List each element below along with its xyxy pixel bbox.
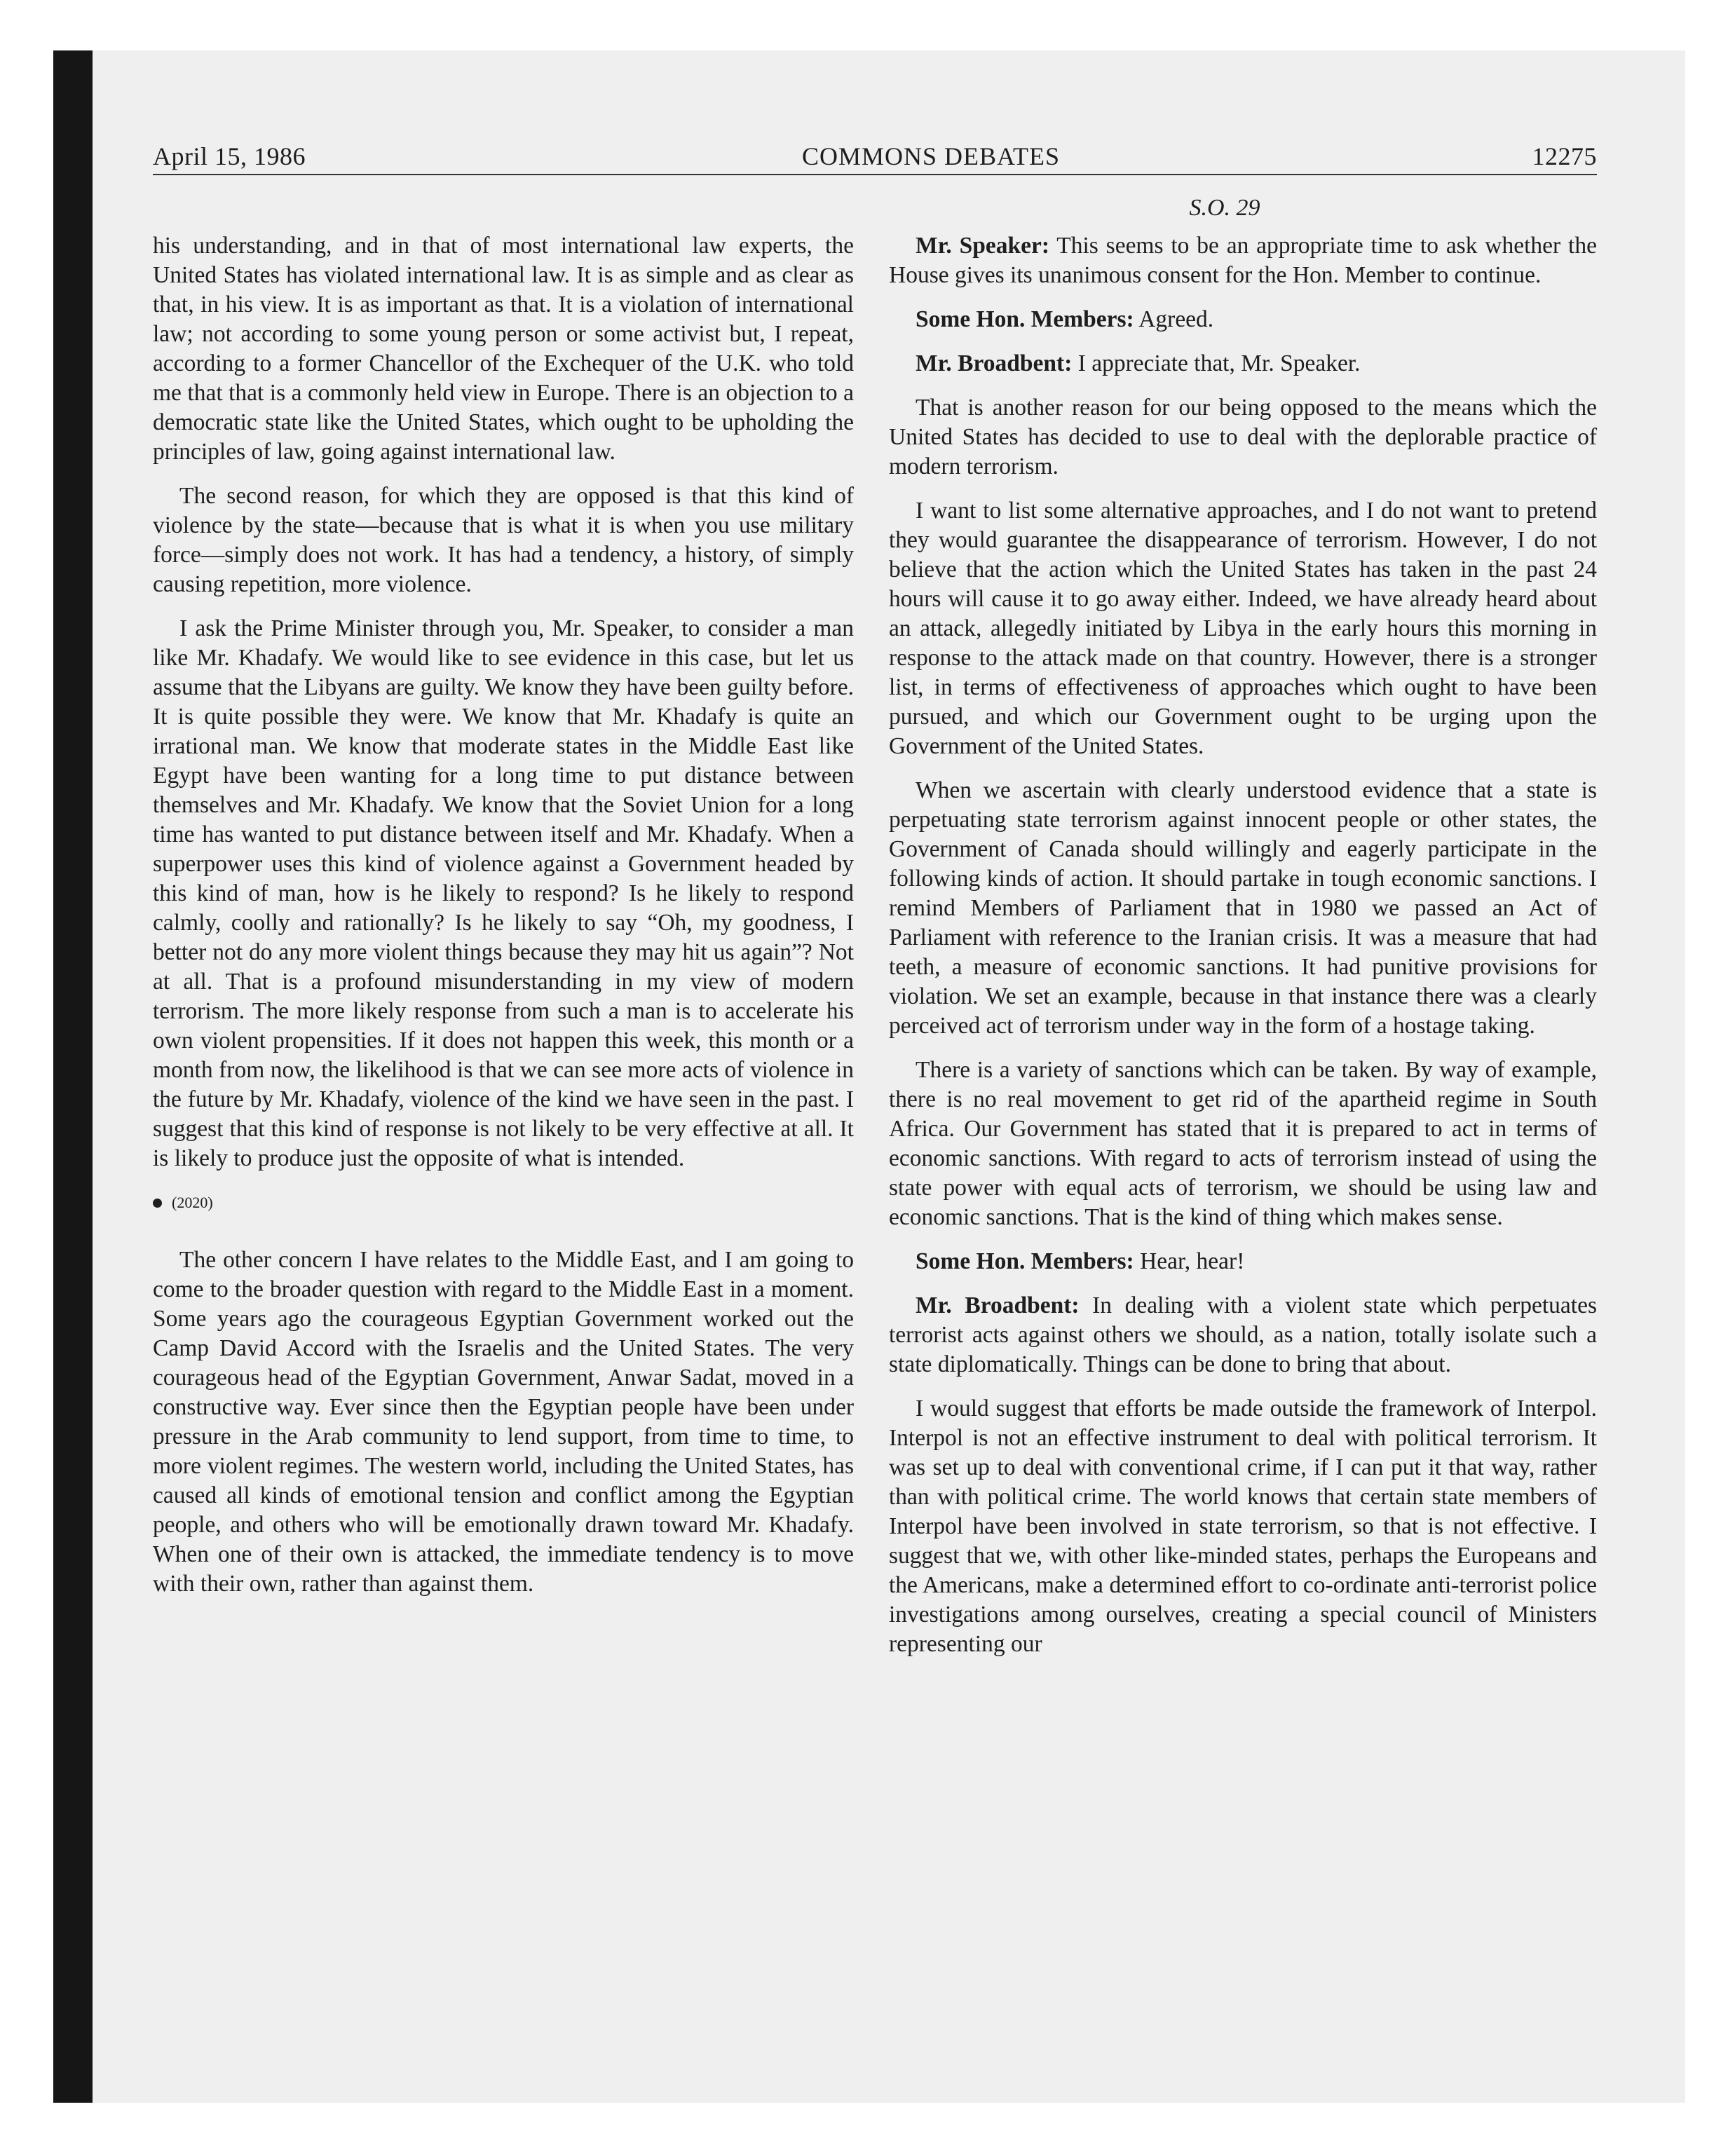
paragraph: When we ascertain with clearly understood evidence that a state is perpetuating state terrorism against innocent people or other states, the Government of Canada should willingly and eagerly participate in the following kinds of action. It should partake in tough economic sanctions. I remind Members of Parliament that in 1980 we passed an Act of Parliament with reference to the Iranian crisis. It was a measure that had teeth, a measure of economic sanctions. It had punitive provisions for violation. We set an example, because in that instance there was a clearly perceived act of terrorism under way in the form of a hostage taking. [889,777,1597,1039]
document-page [93,50,1685,2103]
speech-text: Hear, hear! [1140,1248,1245,1274]
paragraph: I ask the Prime Minister through you, Mr. Speaker, to consider a man like Mr. Khadafy. We would like to see evidence in this case, but let us assume that the Libyans are guilty. We know they have been guilty before. It is quite possible they were. We know that Mr. Khadafy is quite an irrational man. We know that moderate states in the Middle East like Egypt have been wanting for a long time to put distance between themselves and Mr. Khadafy. We know that the Soviet Union for a long time has wanted to put distance between itself and Mr. Khadafy. When a superpower uses this kind of violence against a Government headed by this kind of man, how is he likely to respond? Is he likely to respond calmly, coolly and rationally? Is he likely to say “Oh, my goodness, I better not do any more violent things because they may hit us again”? Not at all. That is a profound misunderstanding in my view of modern terrorism. The more likely response from such a man is to accelerate his own violent propensities. If it does not happen this week, this month or a month from now, the likelihood is that we can see more acts of violence in the future by Mr. Khadafy, violence of the kind we have seen in the past. I suggest that this kind of response is not likely to be very effective at all. It is likely to produce just the opposite of what is intended. [153,615,854,1171]
speaker-paragraph [889,231,1597,290]
paragraph: The second reason, for which they are opposed is that this kind of violence by the state—because that is what it is when you use military force—simply does not work. It has had a tendency, a history, of simply causing repetition, more violence. [153,483,854,597]
speaker-name: Some Hon. Members: [916,1248,1134,1274]
paragraph: I would suggest that efforts be made outside the framework of Interpol. Interpol is not an effective instrument to deal with political terrorism. It was set up to deal with conventional crime, if I can put it that way, rather than with political crime. The world knows that certain state members of Interpol have been involved in state terrorism, so that is not effective. I suggest that we, with other like-minded states, perhaps the Europeans and the Americans, make a determined effort to co-ordinate anti-terrorist police investigations among ourselves, creating a special council of Ministers representing our [889,1396,1597,1657]
header-title: COMMONS DEBATES [801,142,1061,170]
time-marker-text: (2020) [172,1194,213,1211]
paragraph: his understanding, and in that of most international law experts, the United States has violated international law. It is as simple and as clear as that, in his view. It is as important as that. It is a violation of international law; not according to some young person or some activist but, I repeat, according to a former Chancellor of the Exchequer of the U.K. who told me that that is a commonly held view in Europe. There is an objection to a democratic state like the United States, which ought to be upholding the principles of law, going against international law. [153,233,854,465]
speaker-name: Some Hon. Members: [916,306,1134,332]
speaker-paragraph [889,1247,1597,1276]
scan-edge-shadow [53,50,93,2103]
speech-text: I appreciate that, Mr. Speaker. [1077,350,1361,376]
speaker-name: Mr. Speaker: [916,233,1050,259]
speech-text: In dealing with a violent state which perpetuates terrorist acts against others we should, as a nation, totally isolate such a state diplomatically. Things can be done to bring that about. [889,1292,1597,1377]
left-column [153,231,854,1613]
speech-text: This seems to be an appropriate time to ask whether the House gives its unanimous consent for the Hon. Member to continue. [889,233,1597,288]
right-column [889,231,1597,1674]
paragraph: That is another reason for our being opposed to the means which the United States has decided to use to deal with the deplorable practice of modern terrorism. [889,395,1597,479]
bullet-icon [153,1199,162,1208]
speaker-paragraph [889,349,1597,378]
paragraph: The other concern I have relates to the Middle East, and I am going to come to the broader question with regard to the Middle East in a moment. Some years ago the courageous Egyptian Government worked out the Camp David Accord with the Israelis and the United States. The very courageous head of the Egyptian Government, Anwar Sadat, moved in a constructive way. Ever since then the Egyptian people have been under pressure in the Arab community to lend support, from time to time, to more violent regimes. The western world, including the United States, has caused all kinds of emotional tension and conflict among the Egyptian people, and others who will be emotionally drawn toward Mr. Khadafy. When one of their own is attacked, the immediate tendency is to move with their own, rather than against them. [153,1247,854,1597]
speaker-name: Mr. Broadbent: [916,350,1073,376]
page-margin [0,0,53,2156]
header-rule [153,174,1597,175]
speaker-paragraph [889,305,1597,334]
paragraph: I want to list some alternative approaches, and I do not want to pretend they would guarantee the disappearance of terrorism. However, I do not believe that the action which the United States has taken in the past 24 hours will cause it to go away either. Indeed, we have already heard about an attack, allegedly initiated by Libya in the early hours this morning in response to the attack made on that country. However, there is a stronger list, in terms of effectiveness of approaches which ought to have been pursued, and which our Government ought to be urging upon the Government of the United States. [889,498,1597,759]
rubric: S.O. 29 [1189,195,1260,221]
speaker-name: Mr. Broadbent: [916,1292,1080,1318]
header-date: April 15, 1986 [153,142,306,170]
header-page-number: 12275 [1532,142,1597,170]
time-marker [153,1188,854,1217]
paragraph: There is a variety of sanctions which can be taken. By way of example, there is no real movement to get rid of the apartheid regime in South Africa. Our Government has stated that it is prepared to act in terms of economic sanctions. With regard to acts of terrorism instead of using the state power with equal acts of terrorism, we should be using law and economic sanctions. That is the kind of thing which makes sense. [889,1057,1597,1230]
speech-text: Agreed. [1138,306,1214,332]
speaker-paragraph [889,1291,1597,1379]
